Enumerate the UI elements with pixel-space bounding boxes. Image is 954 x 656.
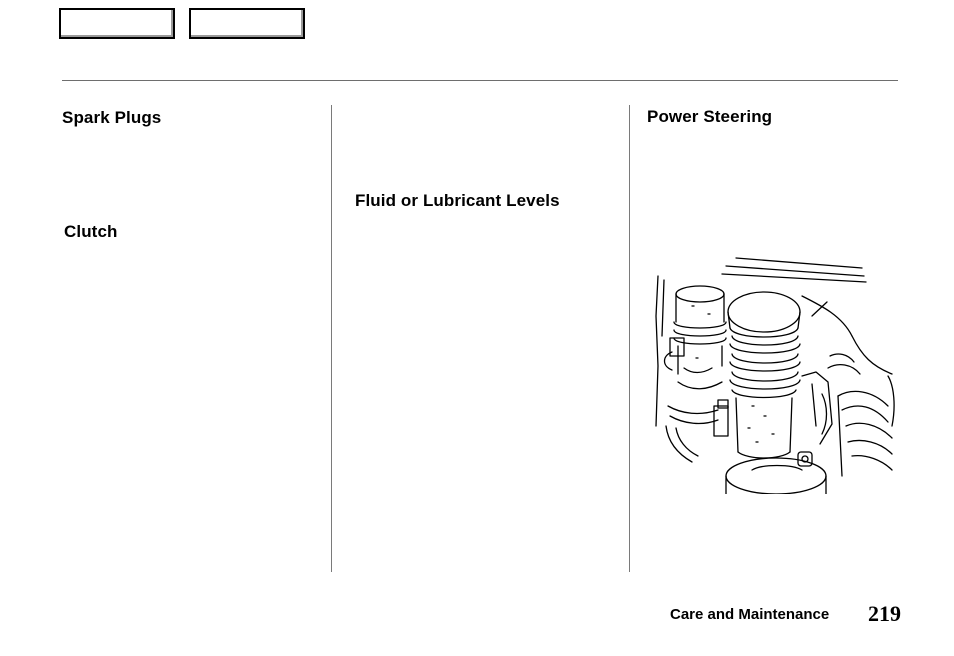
column-divider-left: [331, 105, 332, 572]
heading-clutch: Clutch: [64, 222, 118, 241]
heading-spark-plugs: Spark Plugs: [62, 108, 162, 127]
nav-button-main-menu[interactable]: [59, 8, 175, 39]
footer-section-title: Care and Maintenance: [670, 606, 830, 623]
heading-fluid-levels: Fluid or Lubricant Levels: [355, 191, 560, 210]
nav-button-table-of-contents[interactable]: [189, 8, 305, 39]
column-divider-right: [629, 105, 630, 572]
heading-power-steering: Power Steering: [647, 107, 773, 126]
power-steering-reservoir-illustration: [652, 256, 898, 494]
header-divider: [62, 80, 898, 81]
page-number: 219: [868, 601, 901, 626]
